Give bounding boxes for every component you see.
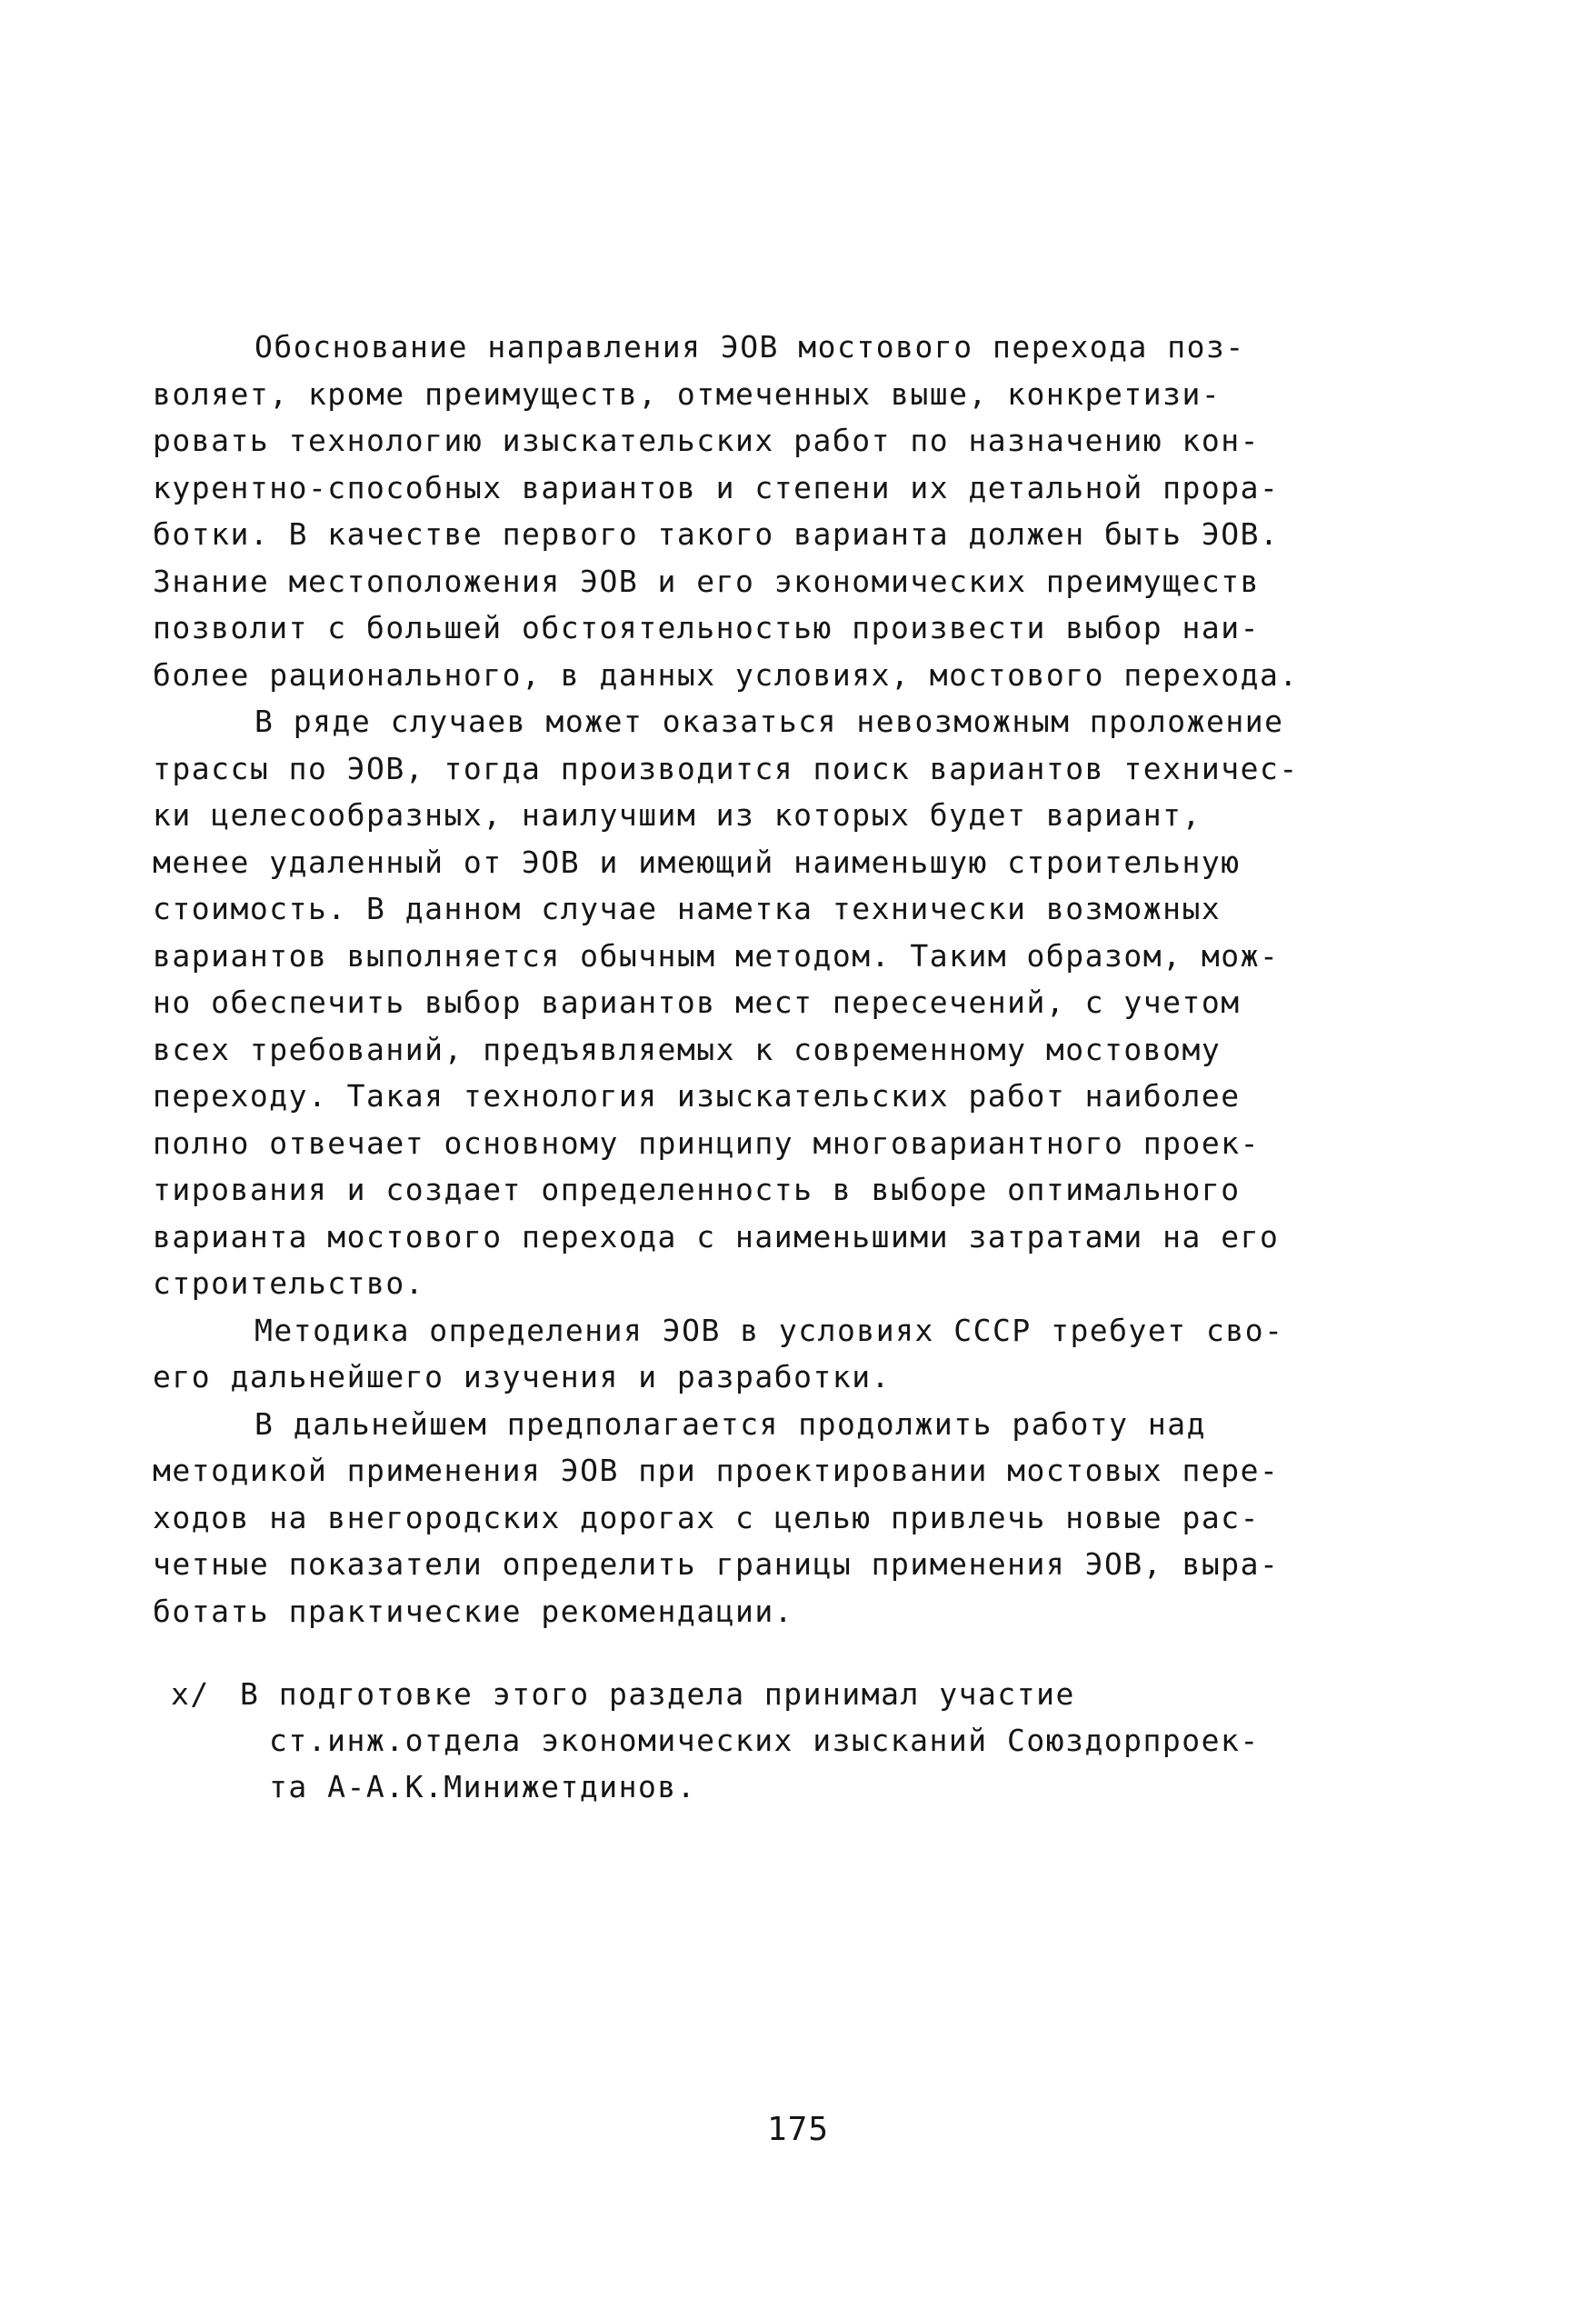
text-line: всех требований, предъявляемых к современному мостовому <box>153 1031 1222 1067</box>
footnote-line: та А-А.К.Минижетдинов. <box>269 1769 697 1804</box>
text-line: В дальнейшем предполагается продолжить работу над <box>254 1405 1207 1442</box>
text-line: ботать практические рекомендации. <box>153 1593 794 1629</box>
text-line: менее удаленный от ЭОВ и имеющий наименьшую строительную <box>153 844 1241 880</box>
text-line: ки целесообразных, наилучшим из которых будет вариант, <box>153 797 1202 833</box>
text-line: более рационального, в данных условиях, мостового перехода. <box>153 656 1299 693</box>
text-line: методикой применения ЭОВ при проектировании мостовых пере- <box>153 1453 1280 1488</box>
text-line: ботки. В качестве первого такого варианта должен быть ЭОВ. <box>153 516 1280 552</box>
text-line: стоимость. В данном случае наметка технически возможных <box>153 891 1222 926</box>
page-number: 175 <box>766 2111 830 2148</box>
text-line: ровать технологию изыскательских работ по назначению кон- <box>153 423 1260 458</box>
footnote-marker: x/ <box>171 1676 210 1712</box>
text-line: тирования и создает определенность в выборе оптимального <box>153 1172 1241 1207</box>
text-line: варианта мостового перехода с наименьшими затратами на его <box>153 1218 1280 1254</box>
text-line: четные показатели определить границы применения ЭОВ, выра- <box>153 1546 1280 1582</box>
body-text <box>153 324 1298 1634</box>
text-line: ходов на внегородских дорогах с целью привлечь новые рас- <box>153 1499 1260 1535</box>
text-line: Методика определения ЭОВ в условиях СССР требует сво- <box>254 1312 1284 1348</box>
text-line: полно отвечает основному принципу многовариантного проек- <box>153 1125 1260 1161</box>
text-line: воляет, кроме преимуществ, отмеченных выше, конкретизи- <box>153 375 1222 412</box>
text-line: вариантов выполняется обычным методом. Таким образом, мож- <box>153 937 1280 974</box>
footnote-line <box>171 1671 1307 1717</box>
text-line: его дальнейшего изучения и разработки. <box>153 1359 891 1394</box>
text-line: курентно-способных вариантов и степени их детальной прора- <box>153 469 1280 505</box>
footnote <box>171 1671 1307 1810</box>
text-line: Знание местоположения ЭОВ и его экономических преимуществ <box>153 563 1260 599</box>
text-line: В ряде случаев может оказаться невозможным проложение <box>254 704 1284 739</box>
text-line: позволит с большей обстоятельностью произвести выбор наи- <box>153 610 1260 645</box>
text-line: Обоснование направления ЭОВ мостового перехода поз- <box>254 329 1245 365</box>
text-line: строительство. <box>153 1265 425 1301</box>
text-line: но обеспечить выбор вариантов мест пересечений, с учетом <box>153 985 1241 1020</box>
footnote-text: В подготовке этого раздела принимал участие <box>240 1676 1075 1712</box>
text-line: переходу. Такая технология изыскательских работ наиболее <box>153 1078 1241 1114</box>
footnote-line: ст.инж.отдела экономических изысканий Союздорпроек- <box>269 1723 1260 1758</box>
text-line: трассы по ЭОВ, тогда производится поиск вариантов техничес- <box>153 750 1299 786</box>
